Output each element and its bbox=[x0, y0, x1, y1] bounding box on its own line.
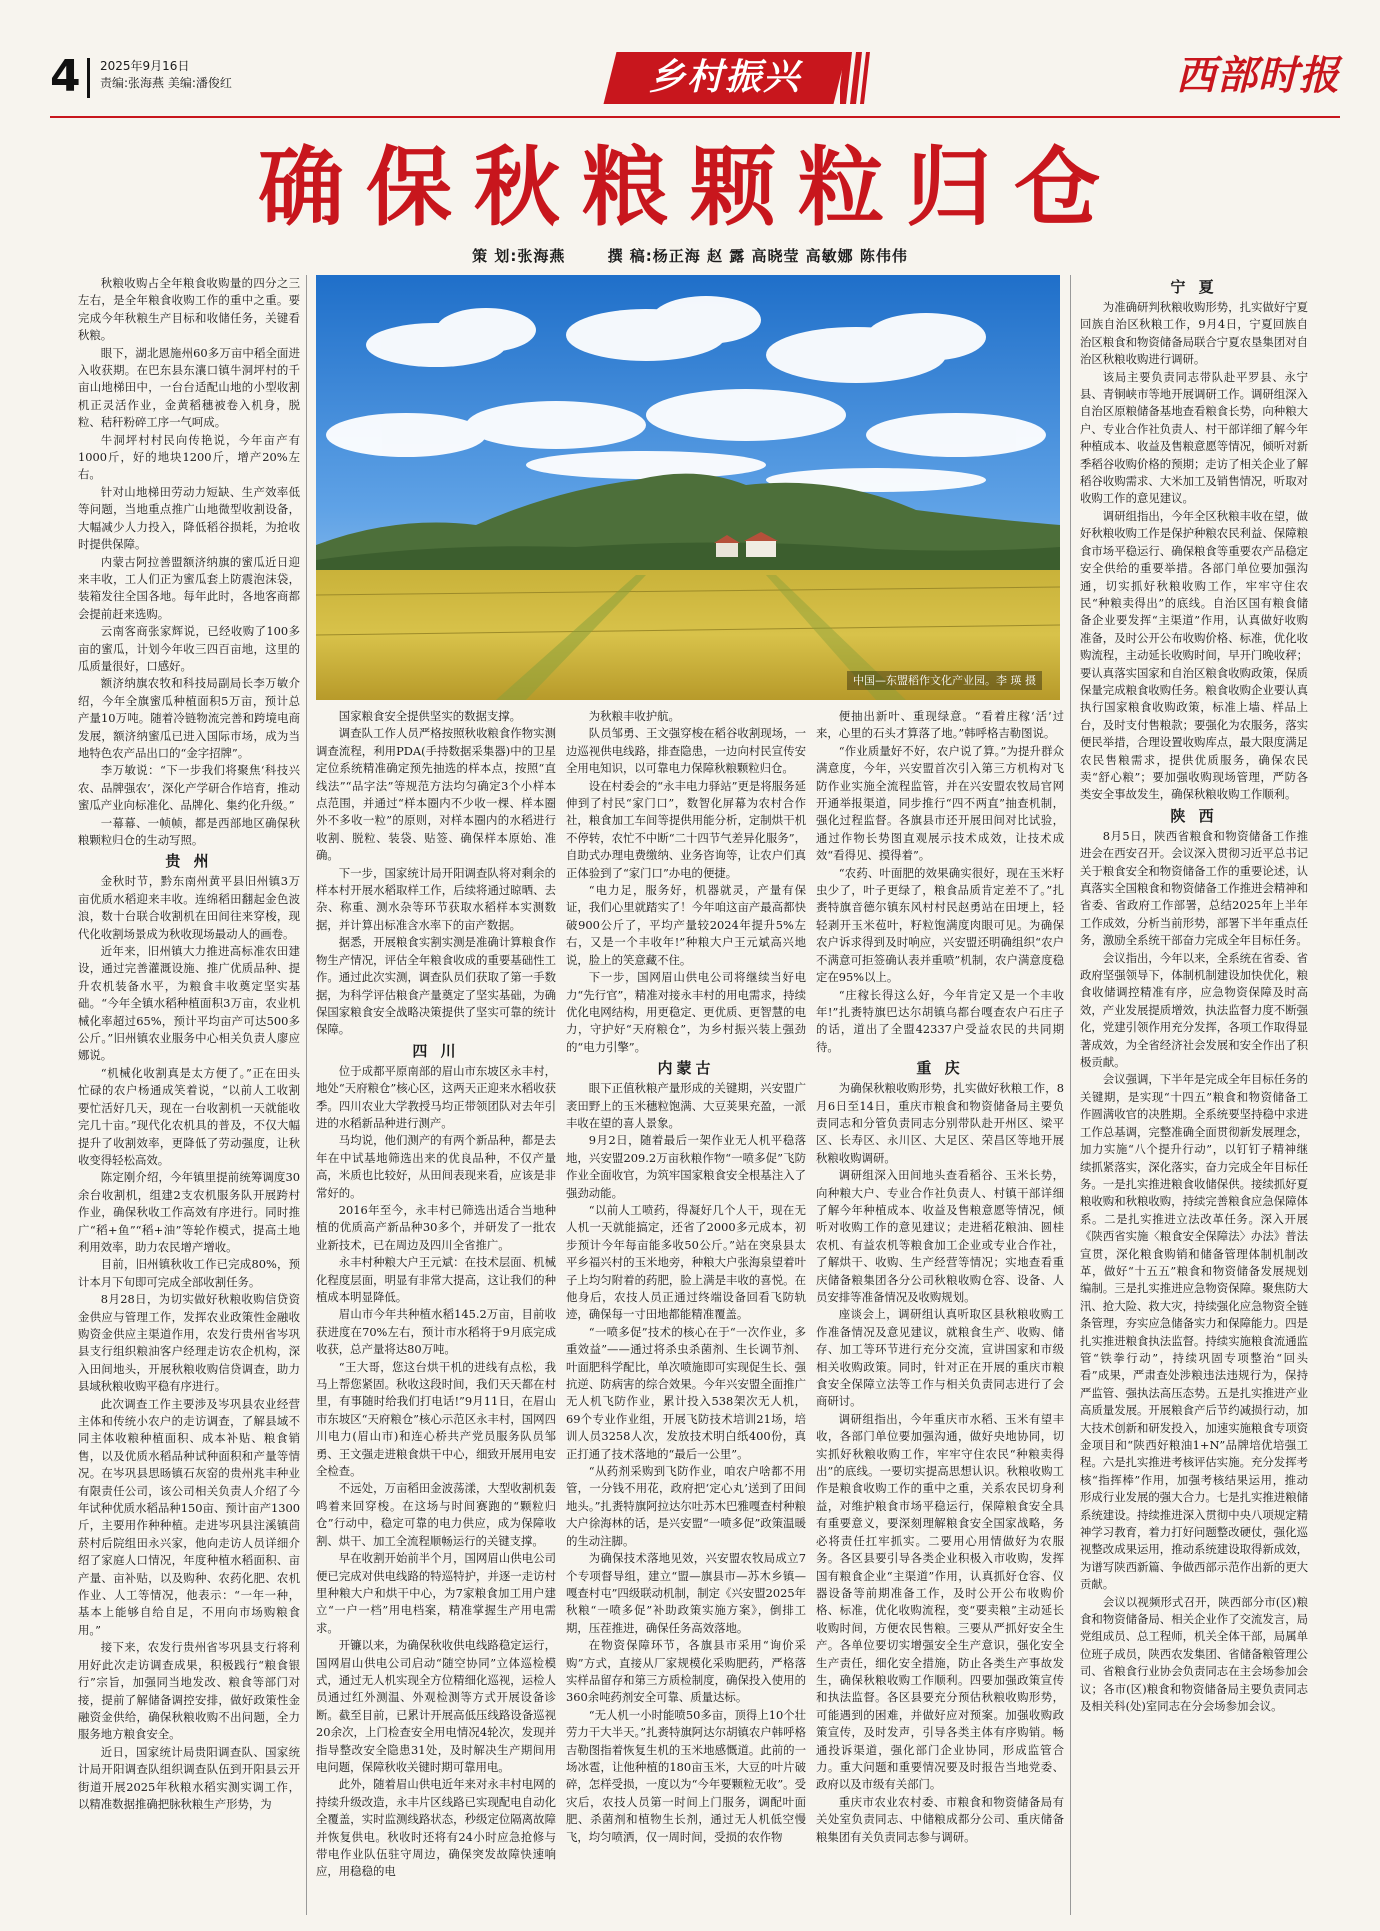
paragraph: 重庆市农业农村委、市粮食和物资储备局有关处室负责同志、中储粮成都分公司、重庆储备粮集团有关负责同志参与调研。 bbox=[816, 1794, 1064, 1844]
paragraph: 马均说，他们测产的有两个新品种，都是去年在中试基地筛选出来的优良品种，不仅产量高，米质也比较好，从田间表现来看，应该是非常好的。 bbox=[316, 1133, 556, 1200]
paragraph: 据悉，开展粮食实割实测是准确计算粮食作物生产情况，评估全年粮食收成的重要基础性工作。通过此次实测，调查队员们获取了第一手数据，为科学评估粮食产量奠定了坚实基础，为确保国家粮食安全战略决策提供了坚实可靠的统计保障。 bbox=[316, 935, 556, 1037]
paragraph: 李万敏说：“下一步我们将聚焦‘科技兴农、品牌强农’，深化产学研合作培育，推动蜜瓜产业向标准化、品牌化、集约化升级。” bbox=[78, 763, 300, 813]
paragraph: 为秋粮丰收护航。 bbox=[588, 709, 680, 723]
landscape-image bbox=[316, 275, 1060, 700]
paragraph: “机械化收割真是太方便了。”正在田头忙碌的农户杨通成笑着说，“以前人工收割要忙活好几天，现在一台收割机一天就能收完几十亩。”现代化农机具的普及，不仅大幅提升了收割效率，更降低了劳动强度，让秋收变得轻松高效。 bbox=[78, 1065, 300, 1167]
paragraph: 会议指出，今年以来，全系统在省委、省政府坚强领导下，体制机制建设加快优化，粮食收储调控精准有序，应急物资保障及时高效，产业发展提质增效，执法监督力度不断强化，党建引领作用充分发挥，各项工作取得显著成效，为全省经济社会发展和安全作出了积极贡献。 bbox=[1080, 950, 1308, 1070]
paragraph: 眼下，湖北恩施州60多万亩中稻全面进入收获期。在巴东县东瀼口镇牛洞坪村的千亩山地梯田中，一台台适配山地的小型收割机正灵活作业，金黄稻穗被卷入机身，脱粒、秸秆粉碎工序一气呵成。 bbox=[78, 345, 300, 430]
newspaper-logo: 西部时报 bbox=[1176, 52, 1340, 99]
paragraph: 8月5日，陕西省粮食和物资储备工作推进会在西安召开。会议深入贯彻习近平总书记关于粮食安全和物资储备工作的重要论述，认真落实全国粮食和物资储备工作推进会精神和省委、省政府工作部署，总结2025年上半年工作成效，分析当前形势，部署下半年重点任务，激励全系统干部奋力完成全年目标任务。 bbox=[1080, 828, 1308, 948]
paragraph: 牛洞坪村村民向传艳说，今年亩产有1000斤，好的地块1200斤，增产20%左右。 bbox=[78, 432, 300, 482]
paragraph: 下一步，国家统计局开阳调查队将对剩余的样本村开展水稻取样工作，后续将通过晾晒、去杂、称重、测水杂等环节获取水稻样本实测数据，并计算出标准含水率下的亩产数据。 bbox=[316, 865, 556, 932]
paragraph: 调研组深入田间地头查看稻谷、玉米长势，向种粮大户、专业合作社负责人、村镇干部详细了解今年种植成本、收益及售粮意愿等情况，倾听对收购工作的意见建议；走进稻花粮油、圆桂农机、有益农机等粮食加工企业或专业合作社，了解烘干、收购、生产经营等情况；实地查看重庆储备粮集团各分公司秋粮收购仓容、设备、人员安排等准备情况及收购规划。 bbox=[816, 1168, 1064, 1304]
column-1 bbox=[78, 275, 300, 1920]
paragraph: 眉山市今年共种植水稻145.2万亩，目前收获进度在70%左右，预计市水稻将于9月底完成收获，总产量将达80万吨。 bbox=[316, 1307, 556, 1357]
paragraph: 国家粮食安全提供坚实的数据支撑。 bbox=[338, 709, 522, 723]
paragraph: 9月2日，随着最后一架作业无人机平稳落地，兴安盟209.2万亩秋粮作物“一喷多促”飞防作业全面收官，为筑牢国家粮食安全根基注入了强劲动能。 bbox=[566, 1133, 806, 1200]
paragraph: 云南客商张家辉说，已经收购了100多亩的蜜瓜，计划今年收三四百亩地，这里的瓜质量很好，口感好。 bbox=[78, 624, 300, 673]
paragraph: “以前人工喷药，得凝好几个人干，现在无人机一天就能搞定，还省了2000多元成本，初步预计今年每亩能多收50公斤。”站在突泉县太平乡福兴村的玉米地旁，种粮大户张海泉望着叶子上均匀附着的药肥，脸上满是丰收的喜悦。在他身后，农技人员正通过终端设备回看飞防轨迹，确保每一寸田地都能精准覆盖。 bbox=[566, 1202, 806, 1322]
paragraph: 为确保技术落地见效，兴安盟农牧局成立7个专项督导组，建立“盟—旗县市—苏木乡镇—嘎查村屯”四级联动机制，制定《兴安盟2025年秋粮“一喷多促”补助政策实施方案》，倒排工期，压茬推进，确保任务高效落地。 bbox=[566, 1551, 806, 1635]
paragraph: 秋粮收购占全年粮食收购量的四分之三左右，是全年粮食收购工作的重中之重。要完成今年秋粮生产目标和收储任务，关键看秋粮。 bbox=[78, 276, 300, 343]
paragraph: 内蒙古阿拉善盟额济纳旗的蜜瓜近日迎来丰收，工人们正为蜜瓜套上防震泡沫袋，装箱发往全国各地。每年此时，各地客商都会提前赶来选购。 bbox=[78, 554, 300, 621]
paragraph: 接下来，农发行贵州省岑巩县支行将利用好此次走访调查成果，积极践行“粮食银行”宗旨，加强同当地发改、粮食等部门对接，提前了解储备调控安排，做好政策性金融资金供给，确保秋粮收购不出问题，全力服务地方粮食安全。 bbox=[78, 1640, 300, 1742]
paragraph: 眼下正值秋粮产量形成的关键期，兴安盟广袤田野上的玉米穗粒饱满、大豆荚果充盈，一派丰收在望的喜人景象。 bbox=[566, 1081, 806, 1130]
paragraph: 会议强调，下半年是完成全年目标任务的关键期，是实现“十四五”粮食和物资储备工作圆满收官的决胜期。全系统要坚持稳中求进工作总基调，完整准确全面贯彻新发展理念，加力实施“八个提升行动”，以钉钉子精神继续抓紧落实，深化落实，奋力完成全年目标任务。一是扎实推进粮食收储保供。接续抓好夏粮收购和秋粮收购，持续完善粮食应急保障体系。二是扎实推进立法改革任务。深入开展《陕西省实施〈粮食安全保障法〉办法》普法宣贯，深化粮食购销和储备管理体制机制改革，做好“十五五”粮食和物资储备发展规划编制。三是扎实推进应急物资保障。聚焦防大汛、抢大险、救大灾，持续强化应急物资全链条管理，夯实应急储备实力和保障能力。四是扎实推进粮食执法监督。持续实施粮食流通监管“铁拳行动”，持续巩固专项整治“回头看”成果，严肃查处涉粮违法违规行为，保持严监管、强执法高压态势。五是扎实推进产业高质量发展。开展粮食产后节约减损行动，加大技术创新和研发投入，加速实施粮食专项资金项目和“陕西好粮油1+N”品牌培优培强工程。六是扎实推进考核评估实施。充分发挥考核“指挥棒”作用，加强考核结果运用，推动形成行业发展的强大合力。七是扎实推进粮储系统建设。持续推进深入贯彻中央八项规定精神学习教育，着力打好问题整改硬仗，强化巡视整改成果运用，推动系统建设取得新成效，为谱写陕西新篇、争做西部示范作出新的更大贡献。 bbox=[1080, 1072, 1308, 1592]
paragraph: “从药剂采购到飞防作业，咱农户啥都不用管，一分钱不用花，政府把‘定心丸’送到了田间地头。”扎赉特旗阿拉达尔吐苏木巴雅嘎查村种粮大户徐海林的话，是兴安盟“一喷多促”政策温暖的生动注脚。 bbox=[566, 1464, 806, 1548]
paragraph: 队员邹勇、王文强穿梭在稻谷收割现场，一边巡视供电线路，排查隐患，一边向村民宣传安全用电知识，以可靠电力保障秋粮颗粒归仓。 bbox=[566, 726, 806, 776]
paragraph: 近日，国家统计局贵阳调查队、国家统计局开阳调查队组织调查队伍到开阳县云开街道开展2025年秋粮水稻实测实调工作，以精准数据推确把脉秋粮生产形势，为 bbox=[78, 1744, 300, 1811]
paragraph: 2016年至今，永丰村已筛选出适合当地种植的优质高产新品种30多个，并研发了一批农业新技术，已在周边及四川全省推广。 bbox=[316, 1202, 556, 1252]
byline bbox=[0, 246, 1380, 266]
page-number: 4 bbox=[50, 54, 84, 100]
paragraph: “电力足，服务好，机器就灵，产量有保证，我们心里就踏实了！今年咱这亩产最高都快破900公斤了，平均产量较2024年提升5%左右，又是一个丰收年!”种粮大户王元斌高兴地说，脸上的笑意藏不住。 bbox=[566, 883, 806, 967]
paragraph: 开镰以来，为确保秋收供电线路稳定运行，国网眉山供电公司启动“随空协同”立体巡检模式，通过无人机实现全方位精细化巡视，运检人员通过红外测温、外观检测等方式开展设备诊断。截至目前，已累计开展高低压线路设备巡视20余次，上门检查安全用电情况4轮次，发现并指导整改安全隐患31处，及时解决生产期间用电问题，保障秋收关键时期可靠用电。 bbox=[316, 1638, 556, 1774]
column-5 bbox=[1080, 275, 1308, 1920]
photo-caption: 中国—东盟稻作文化产业园。李 瑛 摄 bbox=[847, 671, 1042, 690]
paragraph: 近年来，旧州镇大力推进高标准农田建设，通过完善灌溉设施、推广优质品种、提升农机装备水平，为粮食丰收奠定坚实基础。“今年全镇水稻种植面积3万亩，农业机械化率超过65%，预计平均亩产可达500多公斤。”旧州镇农业服务中心相关负责人廖应娜说。 bbox=[78, 944, 300, 1063]
dateline bbox=[100, 58, 232, 92]
paragraph: 金秋时节，黔东南州黄平县旧州镇3万亩优质水稻迎来丰收。连绵稻田翻起金色波浪，数十台联合收割机在田间往来穿梭，现代化收割场景成为秋收现场最动人的画卷。 bbox=[78, 874, 300, 941]
paragraph: 在物资保障环节，各旗县市采用“询价采购”方式，直接从厂家规模化采购肥药，严格落实样品留存和第三方质检制度，确保投入使用的360余吨药剂安全可靠、质量达标。 bbox=[566, 1638, 806, 1705]
paragraph: 此外，随着眉山供电近年来对永丰村电网的持续升级改造，永丰片区线路已实现配电自动化全覆盖，实时监测线路状态，秒级定位隔离故障并恢复供电。秋收时还将有24小时应急抢修与带电作业队伍驻守周边，确保突发故障快速响应，用稳稳的电 bbox=[316, 1777, 556, 1879]
paragraph: 调研组指出，今年全区秋粮丰收在望，做好秋粮收购工作是保护种粮农民利益、保障粮食市场平稳运行、确保粮食等重要农产品稳定安全供给的重要举措。各部门单位要加强沟通，切实抓好秋粮收购工作，牢牢守住农民“种粮卖得出”的底线。自治区国有粮食储备企业要发挥“主渠道”作用，认真做好收购准备，及时公开公布收购价格、标准，优化收购流程，主动延长收购时间，早开门晚收秤；要认真落实国家和自治区粮食收购政策，保质保量完成粮食收购任务。粮食收购企业要认真执行国家粮食收购政策，标准上墙、样品上台，及时支付售粮款；要强化为农服务，落实便民举措，合理设置收购库点，最大限度满足农民售粮需求，提供优质服务，确保农民卖“舒心粮”；要加强收购现场管理，严防各类安全事故发生，确保秋粮收购工作顺利。 bbox=[1080, 508, 1308, 802]
section-heading-ningxia: 宁 夏 bbox=[1170, 278, 1218, 296]
column-2 bbox=[316, 708, 556, 1920]
byline-planning: 策 划:张海燕 bbox=[472, 247, 566, 265]
paragraph: 8月28日，为切实做好秋粮收购信贷资金供应与管理工作，发挥农业政策性金融收购资金供应主渠道作用，农发行贵州省岑巩县支行组织粮油客户经理走访农企机构，深入田间地头，开展秋粮收购信贷调查，助力县域秋粮收购平稳有序进行。 bbox=[78, 1292, 300, 1394]
paragraph: 不远处，万亩稻田金波荡漾，大型收割机轰鸣着来回穿梭。在这场与时间赛跑的“颗粒归仓”行动中，稳定可靠的电力供应，成为保障收割、烘干、加工全流程顺畅运行的关键支撑。 bbox=[316, 1481, 556, 1548]
paragraph: 调查队工作人员严格按照秋收粮食作物实测调查流程，利用PDA(手持数据采集器)中的卫星定位系统精准确定预先抽选的样本点，按照“直线法”“品字法”等规范方法均匀确定3个小样本点范围，并通过“样本圈内不少收一棵、样本圈外不多收一粒”的原则，对样本圈内的水稻进行收割、脱粒、装袋、贴签、确保样本原始、准确。 bbox=[316, 726, 556, 863]
paragraph: 额济纳旗农牧和科技局副局长李万敏介绍，今年全旗蜜瓜种植面积5万亩，预计总产量10万吨。随着冷链物流完善和跨境电商发展，额济纳蜜瓜已进入国际市场，成为当地特色农产品出口的“金字招牌”。 bbox=[78, 676, 300, 760]
paragraph: 一幕幕、一帧帧，都是西部地区确保秋粮颗粒归仓的生动写照。 bbox=[78, 815, 300, 847]
column-4 bbox=[816, 708, 1064, 1920]
paragraph: 早在收割开始前半个月，国网眉山供电公司便已完成对供电线路的特巡特护，并逐一走访村里种粮大户和烘干中心，为7家粮食加工用户建立“一户一档”用电档案，精准掌握生产用电需求。 bbox=[316, 1551, 556, 1635]
paragraph: 目前，旧州镇秋收工作已完成80%，预计本月下旬即可完成全部收割任务。 bbox=[78, 1257, 300, 1289]
paragraph: 永丰村种粮大户王元斌：在技术层面、机械化程度层面，明显有非常大提高，这让我们的种植成本明显降低。 bbox=[316, 1255, 556, 1304]
paragraph: “农药、叶面肥的效果确实很好，现在玉米籽虫少了，叶子更绿了，粮食品质肯定差不了。”扎赉特旗音德尔镇东风村村民赵勇站在田埂上，轻轻剥开玉米苞叶，籽粒饱满度肉眼可见。为确保农户诉求得到及时响应，兴安盟还明确组织“农户不满意可拒签确认表并重喷”机制，农户满意度稳定在95%以上。 bbox=[816, 865, 1064, 985]
paragraph: 下一步，国网眉山供电公司将继续当好电力“先行官”，精准对接永丰村的用电需求，持续优化电网结构，用更稳定、更优质、更智慧的电力，守护好“天府粮仓”，为乡村振兴装上强劲的“电力引擎”。 bbox=[566, 970, 806, 1054]
paragraph: 便抽出新叶、重现绿意。“看着庄稼‘活’过来，心里的石头才算落了地。”韩呼格吉勒图说。 bbox=[816, 709, 1064, 741]
paragraph: “王大哥，您这台烘干机的进线有点松，我马上帮您紧固。秋收这段时间，我们天天都在村里，有事随时给我们打电话!”9月11日，在眉山市东坡区“天府粮仓”核心示范区永丰村，国网四川电力(眉山市)和连心桥共产党员服务队员邹勇、王文强走进粮食烘干中心，细致开展用电安全检查。 bbox=[316, 1359, 556, 1479]
column-rule bbox=[1070, 275, 1071, 1915]
paragraph: 座谈会上，调研组认真听取区县秋粮收购工作准备情况及意见建议，就粮食生产、收购、储存、加工等环节进行充分交流，宣讲国家和市级相关收购政策。同时，针对正在开展的重庆市粮食安全保障立法等工作与相关负责同志进行了会商研讨。 bbox=[816, 1307, 1064, 1409]
paragraph: 会议以视频形式召开，陕西部分市(区)粮食和物资储备局、相关企业作了交流发言，局党组成员、总工程师，机关全体干部，局属单位班子成员，陕西农发集团、省储备粮管理公司、省粮食行业协会负责同志在主会场参加会议；各市(区)粮食和物资储备局主要负责同志及相关科(处)室同志在分会场参加会议。 bbox=[1080, 1594, 1308, 1714]
paragraph: “庄稼长得这么好，今年肯定又是一个丰收年!”扎赉特旗巴达尔胡镇乌都台嘎查农户石庄子的话，道出了全盟42337户受益农民的共同期待。 bbox=[816, 987, 1064, 1054]
paragraph: 陈定刚介绍，今年镇里提前统筹调度30余台收割机，组建2支农机服务队开展跨村作业，确保秋收工作高效有序进行。同时推广“稻+鱼”“稻+油”等轮作模式，提高土地利用效率，助力农民增产增收。 bbox=[78, 1170, 300, 1254]
column-3 bbox=[566, 708, 806, 1920]
section-heading-shaanxi: 陕 西 bbox=[1170, 806, 1218, 825]
main-headline: 确保秋粮颗粒归仓 bbox=[258, 138, 1122, 238]
section-heading-neimenggu: 内蒙古 bbox=[657, 1059, 715, 1078]
paragraph: 此次调查工作主要涉及岑巩县农业经营主体和传统小农户的走访调查，了解县域不同主体收粮种植面积、成本补贴、粮食销售，以及优质水稻品种试种面积和产量等情况。在岑巩县思旸镇石灰窑的贵州兆丰种业有限责任公司，该公司相关负责人介绍了今年试种优质水稻品种150亩、预计亩产1300斤，主要用作种种植。走进岑巩县注溪镇茴菸村后院组田永兴家，他向走访人员详细介绍了家庭人口情况，年度种植水稻面积、亩产量、亩补贴，以及购种、农药化肥、农机作业、人工等情况，他表示：“一年一种，基本上能够自给自足，不用向市场购粮食用。” bbox=[78, 1396, 300, 1637]
paragraph: 该局主要负责同志带队赴平罗县、永宁县、青铜峡市等地开展调研工作。调研组深入自治区原粮储备基地查看粮食长势，向种粮大户、专业合作社负责人、村干部详细了解今年种植成本、收益及售粮意愿等情况，倾听对新季稻谷收购价格的预期；走访了相关企业了解稻谷收购需求、大米加工及销售情况，听取对收购工作的意见建议。 bbox=[1080, 369, 1308, 506]
editors: 责编:张海燕 美编:潘俊红 bbox=[100, 76, 232, 90]
header-rule bbox=[50, 116, 1340, 118]
paragraph: 设在村委会的“永丰电力驿站”更是将服务延伸到了村民“家门口”，数智化屏幕为农村合作社，粮食加工车间等提供用能分析，定制烘干机不停转，农忙不中断“二十四节气差异化服务”，自助式办理电费缴纳、业务咨询等，让农户们真正体验到了“家门口”办电的便捷。 bbox=[566, 778, 806, 880]
section-heading-sichuan: 四 川 bbox=[412, 1041, 460, 1060]
paragraph: “作业质量好不好，农户说了算。”为提升群众满意度，今年，兴安盟首次引入第三方机构对飞防作业实施全流程监管，并在兴安盟农牧局官网开通举报渠道，同步推行“四不两直”抽查机制，强化过程监督。各旗县市还开展田间对比试验，通过作物长势图直观展示技术成效，让技术成效“看得见、摸得着”。 bbox=[816, 743, 1064, 863]
paragraph: “无人机一小时能喷50多亩，顶得上10个壮劳力干大半天。”扎赉特旗阿达尔胡镇农户韩呼格吉勒图指着恢复生机的玉米地感慨道。此前的一场冰雹，让他种植的180亩玉米，大豆的叶片破碎，怎样受损，一度以为“今年要颗粒无收”。受灾后，农技人员第一时间上门服务，调配叶面肥、杀菌剂和植物生长剂，通过无人机低空慢飞，均匀喷洒，仅一周时间，受损的农作物 bbox=[566, 1707, 806, 1844]
issue-date: 2025年9月16日 bbox=[100, 59, 190, 73]
paragraph: “一喷多促”技术的核心在于“一次作业，多重效益”——通过将杀虫杀菌剂、生长调节剂、叶面肥科学配比，单次喷施即可实现促生长、强抗逆、防病害的综合效果。今年兴安盟全面推广无人机飞防作业，累计投入538架次无人机，69个专业作业组，开展飞防技术培训21场，培训人员3258人次，发放技术明白纸400份，真正打通了技术落地的“最后一公里”。 bbox=[566, 1324, 806, 1461]
section-heading-guizhou: 贵 州 bbox=[165, 852, 213, 871]
paragraph: 位于成都平原南部的眉山市东坡区永丰村，地处“天府粮仓”核心区，这两天正迎来水稻收获季。四川农业大学教授马均正带领团队对去年引进的水稻新品种进行测产。 bbox=[316, 1063, 556, 1130]
paragraph: 为确保秋粮收购形势，扎实做好秋粮工作，8月6日至14日，重庆市粮食和物资储备局主要负责同志和分管负责同志分别带队赴开州区、梁平区、长寿区、永川区、大足区、荣昌区等地开展秋粮收购调研。 bbox=[816, 1081, 1064, 1165]
byline-writers: 撰 稿:杨正海 赵 露 高晓莹 高敏娜 陈伟伟 bbox=[607, 247, 908, 265]
paragraph: 调研组指出，今年重庆市水稻、玉米有望丰收，各部门单位要加强沟通，做好央地协同，切实抓好秋粮收购工作，牢牢守住农民“种粮卖得出”的底线。一要切实提高思想认识。秋粮收购工作是粮食收购工作的重中之重，关系农民切身利益，对维护粮食市场平稳运行，保障粮食安全具有重要意义，要深刻理解粮食安全国家战略，务必将责任扛牢抓实。二要用心用情做好为农服务。各区县要引导各类企业积极入市收购，发挥国有粮食企业“主渠道”作用，认真抓好仓容、仪器设备等前期准备工作，及时公开公布收购价格、标准，优化收购流程，变“要卖粮”主动延长收购时间，方便农民售粮。三要从严抓好安全生产。各单位要切实增强安全生产意识，强化安全生产责任，细化安全措施，防止各类生产事故发生，确保秋粮收购工作顺利。四要加强政策宣传和执法监督。各区县要充分预估秋粮收购形势，可能遇到的困难，并做好应对预案。加强收购政策宣传，及时发声，引导各类主体有序购销。畅通投诉渠道，强化部门企业协同，形成监管合力。重大问题和重要情况要及时报告当地党委、政府以及市级有关部门。 bbox=[816, 1411, 1064, 1792]
section-title: 乡村振兴 bbox=[648, 57, 801, 98]
paragraph: 针对山地梯田劳动力短缺、生产效率低等问题，当地重点推广山地微型收割设备，大幅减少人力投入，降低稻谷损耗，为抢收时提供保障。 bbox=[78, 484, 300, 552]
masthead bbox=[50, 50, 1340, 112]
paragraph: 为准确研判秋粮收购形势，扎实做好宁夏回族自治区秋粮工作，9月4日，宁夏回族自治区粮食和物资储备局联合宁夏农垦集团对自治区秋粮收购进行调研。 bbox=[1080, 300, 1308, 367]
banner-stripes-icon bbox=[840, 52, 900, 104]
section-heading-chongqing: 重 庆 bbox=[916, 1059, 964, 1078]
column-rule bbox=[306, 275, 307, 1915]
rice-field-photo bbox=[316, 275, 1060, 700]
